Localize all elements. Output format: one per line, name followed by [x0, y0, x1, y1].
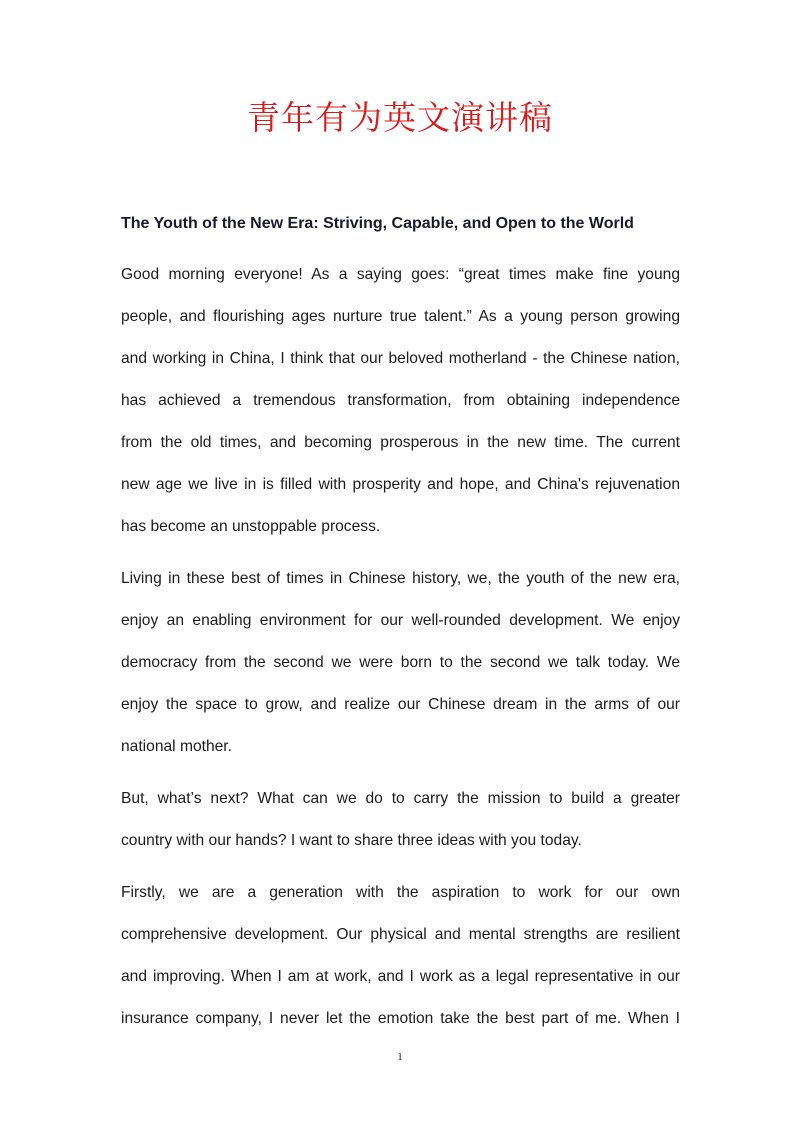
text-line: from the old times, and becoming prosperous in the new time. The current: [121, 434, 680, 451]
text-line: enjoy the space to grow, and realize our Chinese dream in the arms of our: [121, 696, 680, 713]
text-line: democracy from the second we were born to the second we talk today. We: [121, 654, 680, 671]
text-line: has achieved a tremendous transformation, from obtaining independence: [121, 392, 680, 409]
speech-subtitle: The Youth of the New Era: Striving, Capable, and Open to the World: [121, 215, 634, 232]
text-line: people, and flourishing ages nurture true talent.” As a young person growing: [121, 308, 680, 325]
text-line: But, what’s next? What can we do to carry the mission to build a greater: [121, 790, 680, 807]
text-line: enjoy an enabling environment for our well-rounded development. We enjoy: [121, 612, 680, 629]
text-line: comprehensive development. Our physical and mental strengths are resilient: [121, 926, 680, 943]
text-line: has become an unstoppable process.: [121, 518, 381, 535]
speech-body: [121, 254, 680, 1050]
document-title: 青年有为英文演讲稿: [247, 98, 553, 137]
text-line: Good morning everyone! As a saying goes: “great times make fine young: [121, 266, 680, 283]
paragraph-4: [121, 872, 680, 1040]
text-line: national mother.: [121, 738, 232, 755]
paragraph-3: [121, 778, 680, 862]
text-line: and improving. When I am at work, and I work as a legal representative in our: [121, 968, 680, 985]
paragraph-2: [121, 558, 680, 768]
text-line: and working in China, I think that our beloved motherland - the Chinese nation,: [121, 350, 680, 367]
paragraph-1: [121, 254, 680, 548]
text-line: Firstly, we are a generation with the aspiration to work for our own: [121, 884, 680, 901]
text-line: insurance company, I never let the emotion take the best part of me. When I: [121, 1010, 680, 1027]
text-line: country with our hands? I want to share three ideas with you today.: [121, 832, 582, 849]
text-line: Living in these best of times in Chinese history, we, the youth of the new era,: [121, 570, 680, 587]
page-number: 1: [397, 1051, 403, 1063]
text-line: new age we live in is filled with prosperity and hope, and China's rejuvenation: [121, 476, 680, 493]
